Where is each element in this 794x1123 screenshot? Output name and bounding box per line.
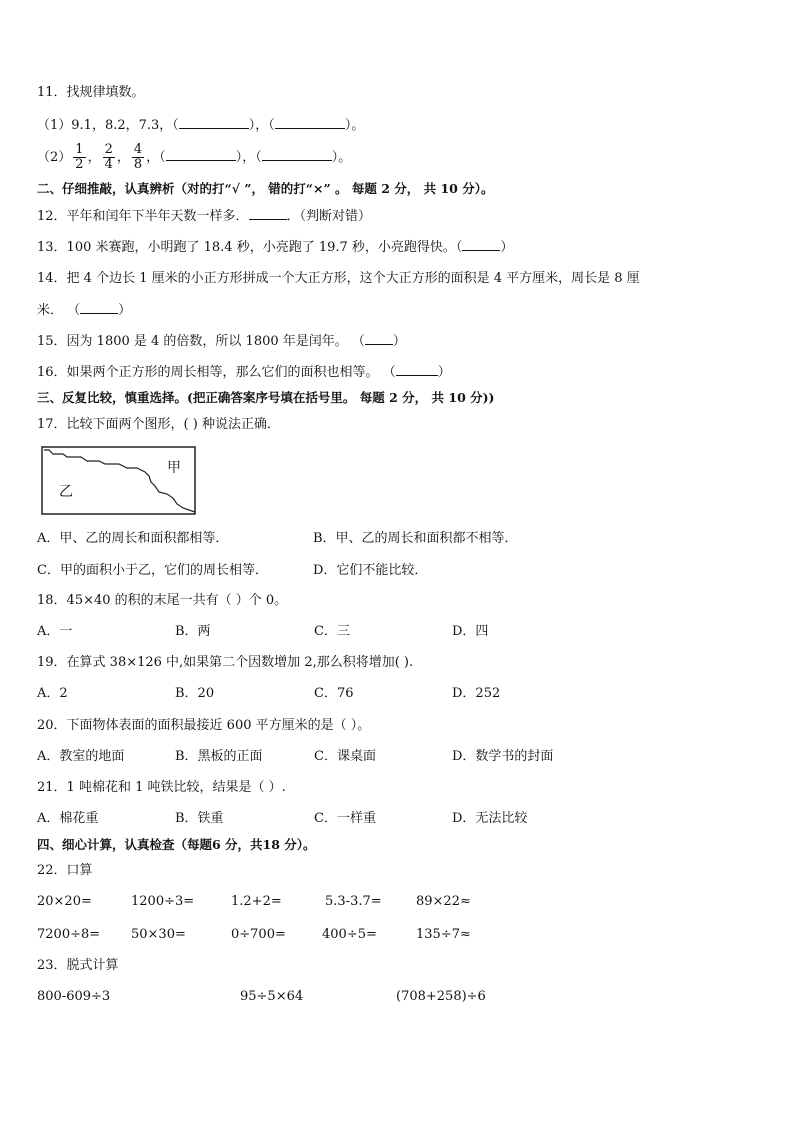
q21-option-b[interactable]: B．铁重 xyxy=(175,811,224,826)
q19-option-d[interactable]: D．252 xyxy=(452,686,501,701)
fraction-numerator: 4 xyxy=(133,142,143,157)
q18-stem: 18．45×40 的积的末尾一共有（ ）个 0。 xyxy=(37,593,288,608)
oral-calc-item: 5.3-3.7= xyxy=(325,894,382,909)
q20-option-a[interactable]: A．教室的地面 xyxy=(37,749,125,764)
q14-line1: 14．把 4 个边长 1 厘米的小正方形拼成一个大正方形，这个大正方形的面积是 4 平方厘米，周长是 8 厘 xyxy=(37,271,640,286)
figure-border xyxy=(42,447,195,514)
q20-option-b[interactable]: B．黑板的正面 xyxy=(175,749,263,764)
q12-text: 12．平年和闰年下半年天数一样多． xyxy=(37,209,249,224)
q11-line2 xyxy=(37,140,351,176)
q18-option-b[interactable]: B．两 xyxy=(175,624,211,639)
q11-line1 xyxy=(37,116,364,135)
q14-line2-post: ） xyxy=(118,303,132,318)
q17-option-b[interactable]: B．甲、乙的周长和面积都不相等． xyxy=(313,531,518,546)
q20-option-d[interactable]: D．数学书的封面 xyxy=(452,749,554,764)
q13-post: ） xyxy=(500,240,514,255)
oral-calc-item: 1.2+2= xyxy=(231,894,282,909)
q16-post: ） xyxy=(437,365,451,380)
q11-line2-open: （ xyxy=(159,150,166,165)
q17-option-a[interactable]: A．甲、乙的周长和面积都相等． xyxy=(37,531,229,546)
q19-option-b[interactable]: B．20 xyxy=(175,686,215,701)
q11-line1-pre: （1）9.1，8.2，7.3，（ xyxy=(37,118,179,133)
section-heading: 二、仔细推敲，认真辨析（对的打“√ ”， 错的打“×” 。 每题 2 分， 共 10 分）。 xyxy=(37,181,494,196)
fraction-denominator: 2 xyxy=(75,157,84,172)
q18-option-d[interactable]: D．四 xyxy=(452,624,489,639)
q16-text: 16．如果两个正方形的周长相等，那么它们的面积也相等。 （ xyxy=(37,365,396,380)
label-jia: 甲 xyxy=(167,460,181,476)
q18-option-a[interactable]: A．一 xyxy=(37,624,73,639)
fraction-numerator: 1 xyxy=(75,142,84,157)
q14-line2-pre: 米． （ xyxy=(37,303,81,318)
q19-option-a[interactable]: A．2 xyxy=(37,686,68,701)
answer-blank[interactable] xyxy=(249,207,287,220)
answer-blank[interactable] xyxy=(462,238,500,251)
separator: ， xyxy=(116,150,130,165)
q17-stem: 17．比较下面两个图形，( ) 种说法正确． xyxy=(37,417,280,432)
oral-calc-item: 50×30= xyxy=(131,927,186,942)
shape-comparison-figure xyxy=(41,446,197,516)
q21-option-a[interactable]: A．棉花重 xyxy=(37,811,99,826)
answer-blank[interactable] xyxy=(275,116,345,129)
section-heading: 四、细心计算，认真检查（每题6 分，共18 分）。 xyxy=(37,837,316,852)
q23-title: 23．脱式计算 xyxy=(37,958,119,973)
fraction-numerator: 2 xyxy=(104,142,113,157)
q11-line1-post: ）。 xyxy=(344,118,365,133)
answer-blank[interactable] xyxy=(396,363,438,376)
section-heading: 三、反复比较，慎重选择。(把正确答案序号填在括号里。 每题 2 分， 共 10 分)) xyxy=(37,390,495,405)
q15-post: ） xyxy=(392,334,406,349)
fraction xyxy=(103,143,115,172)
separator: ， xyxy=(87,150,101,165)
answer-blank[interactable] xyxy=(166,148,236,161)
fraction xyxy=(73,143,85,172)
fraction xyxy=(132,143,144,172)
q17-option-c[interactable]: C．甲的面积小于乙，它们的周长相等． xyxy=(37,563,268,578)
q15-text: 15．因为 1800 是 4 的倍数，所以 1800 年是闰年。 （ xyxy=(37,334,365,349)
answer-blank[interactable] xyxy=(262,148,332,161)
q13-text: 13．100 米赛跑，小明跑了 18.4 秒，小亮跑了 19.7 秒，小亮跑得快。（ xyxy=(37,240,463,255)
separator: ， xyxy=(146,150,160,165)
oral-calc-item: 89×22≈ xyxy=(416,894,471,909)
oral-calc-item: 400÷5= xyxy=(322,927,377,942)
q20-stem: 20．下面物体表面的面积最接近 600 平方厘米的是（ ）。 xyxy=(37,718,371,733)
q18-option-c[interactable]: C．三 xyxy=(314,624,350,639)
step-calc-item: (708+258)÷6 xyxy=(396,989,486,1004)
q11-line1-mid: ），（ xyxy=(248,118,275,133)
q21-stem: 21．1 吨棉花和 1 吨铁比较，结果是（ ）. xyxy=(37,780,286,795)
answer-blank[interactable] xyxy=(365,332,393,345)
answer-blank[interactable] xyxy=(179,116,249,129)
step-calc-item: 800-609÷3 xyxy=(37,989,111,1004)
q11-line2-mid: ），（ xyxy=(235,150,262,165)
q22-title: 22．口算 xyxy=(37,863,93,878)
fraction-denominator: 4 xyxy=(104,157,113,172)
oral-calc-item: 135÷7≈ xyxy=(416,927,471,942)
q19-stem: 19．在算式 38×126 中,如果第二个因数增加 2,那么积将增加( ). xyxy=(37,655,414,670)
q21-option-c[interactable]: C．一样重 xyxy=(314,811,376,826)
step-calc-item: 95÷5×64 xyxy=(240,989,304,1004)
answer-blank[interactable] xyxy=(80,301,118,314)
oral-calc-item: 0÷700= xyxy=(231,927,286,942)
q14-line2 xyxy=(37,301,131,320)
oral-calc-item: 7200÷8= xyxy=(37,927,101,942)
q11-line2-pre: （2） xyxy=(37,150,72,165)
q16 xyxy=(37,363,451,382)
q13 xyxy=(37,238,513,257)
oral-calc-item: 20×20= xyxy=(37,894,92,909)
shape-diagram xyxy=(41,446,197,516)
q19-option-c[interactable]: C．76 xyxy=(314,686,354,701)
q21-option-d[interactable]: D．无法比较 xyxy=(452,811,528,826)
oral-calc-item: 1200÷3= xyxy=(131,894,195,909)
label-yi: 乙 xyxy=(59,484,73,500)
q20-option-c[interactable]: C．课桌面 xyxy=(314,749,376,764)
q15 xyxy=(37,332,406,351)
q11-line2-post: ）。 xyxy=(331,150,352,165)
q12-post: ．（判断对错） xyxy=(286,209,372,224)
fraction-denominator: 8 xyxy=(133,157,143,172)
q12 xyxy=(37,207,371,226)
q11-title: 11．找规律填数。 xyxy=(37,85,145,100)
q17-option-d[interactable]: D．它们不能比较． xyxy=(313,563,428,578)
